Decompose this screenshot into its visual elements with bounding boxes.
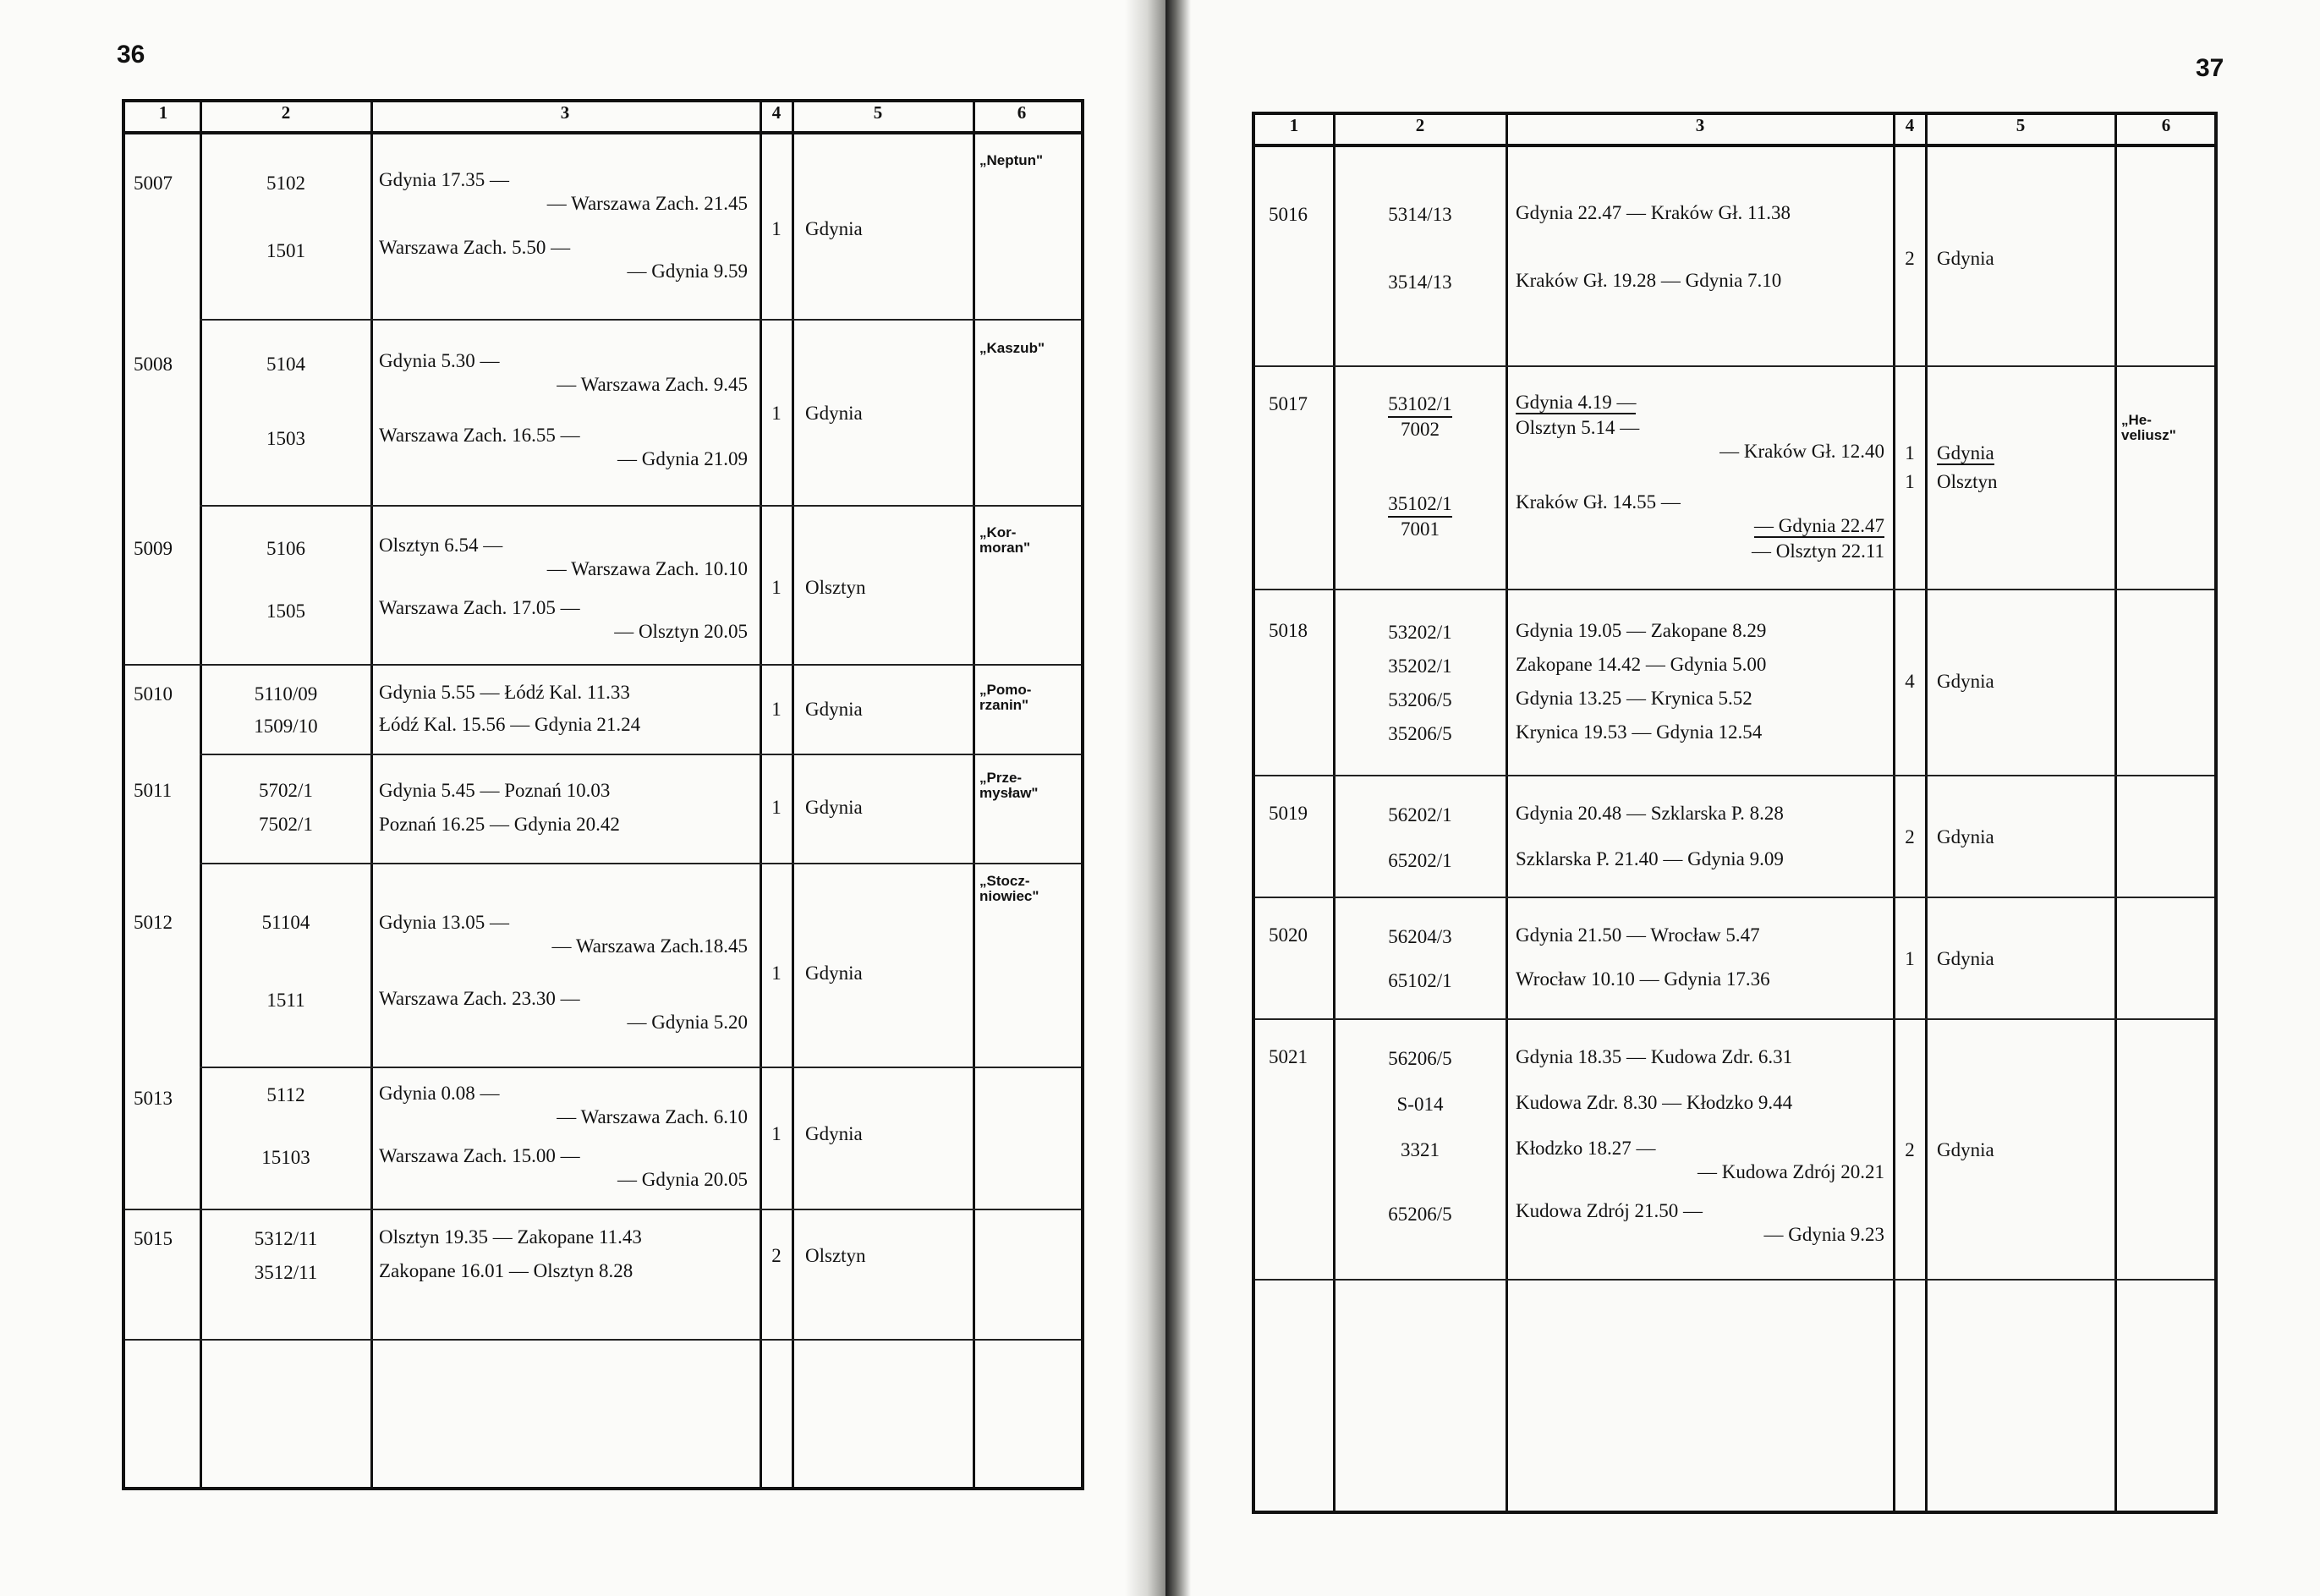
row-divider [200,505,1081,507]
route-line: Olsztyn 5.14 — [1516,417,1640,438]
col-header: 4 [771,102,782,123]
col-header: 1 [1289,115,1299,135]
route-line [1516,391,1636,414]
route-line: Warszawa Zach. 15.00 — [379,1145,580,1166]
row-divider [1255,775,2214,776]
route-line: Gdynia 13.25 — Krynica 5.52 [1516,688,1752,709]
train-name: „He- veliusz" [2121,412,2176,443]
column-divider [2114,115,2117,1511]
row-divider [125,1339,1081,1341]
route-line: — Gdynia 9.23 [1763,1224,1884,1245]
route-line: Warszawa Zach. 5.50 — [379,237,571,258]
row-divider [200,319,1081,321]
route-line: — Kraków Gł. 12.40 [1719,441,1884,462]
column-divider [760,102,762,1487]
train-id: 5015 [134,1228,173,1249]
route-line [1516,514,1884,538]
train-code: 65202/1 [1388,850,1452,871]
row-divider [200,863,1081,864]
station: Gdynia [1937,1139,1994,1160]
column-divider [792,102,794,1487]
car-count: 1 [771,699,782,720]
route-line: Wrocław 10.10 — Gdynia 17.36 [1516,968,1770,990]
train-id: 5020 [1269,924,1308,946]
station: Gdynia [805,797,863,818]
train-id: 5011 [134,780,173,801]
column-divider [370,102,373,1487]
train-code: 7002 [1401,419,1440,440]
column-divider [1893,115,1895,1511]
col-header: 6 [2161,115,2171,135]
car-count: 4 [1905,671,1915,692]
route-line-text: Gdynia 4.19 — [1516,392,1637,413]
train-code: 5312/11 [254,1228,318,1249]
train-code: 5110/09 [254,683,318,705]
route-line: — Warszawa Zach. 6.10 [557,1106,748,1127]
route-line: Warszawa Zach. 17.05 — [379,597,580,618]
timetable-left [122,99,1084,1490]
car-count: 2 [1905,1139,1915,1160]
route-line: — Gdynia 5.20 [627,1012,748,1033]
station: Gdynia [1937,826,1994,847]
route-line: Gdynia 5.30 — [379,350,500,371]
row-divider [125,1209,1081,1210]
train-code: 3321 [1401,1139,1440,1160]
table-header-left [125,102,1081,134]
car-count: 2 [1905,826,1915,847]
row-divider [200,1067,1081,1068]
route-line: — Gdynia 9.59 [627,261,748,282]
train-code: 3514/13 [1388,271,1452,293]
route-line: Warszawa Zach. 23.30 — [379,988,580,1009]
train-id: 5009 [134,538,173,559]
train-name: „Stocz- niowiec" [979,873,1039,904]
route-line: Gdynia 13.05 — [379,912,509,933]
col-header: 2 [281,102,291,123]
route-line: Poznań 16.25 — Gdynia 20.42 [379,814,620,835]
station [1937,442,1994,465]
train-code: 56204/3 [1388,926,1452,947]
route-line: Gdynia 18.35 — Kudowa Zdr. 6.31 [1516,1046,1793,1067]
train-code: 56202/1 [1388,804,1452,825]
train-code: 5314/13 [1388,204,1452,225]
train-id: 5008 [134,354,173,375]
train-code: 5102 [266,173,305,194]
train-id: 5010 [134,683,173,705]
car-count: 1 [771,1123,782,1144]
train-code: 53206/5 [1388,689,1452,710]
col-header: 1 [158,102,168,123]
train-id: 5012 [134,912,173,933]
col-header: 5 [873,102,883,123]
route-line: Kłodzko 18.27 — [1516,1138,1656,1159]
row-divider [125,664,1081,666]
train-id: 5021 [1269,1046,1308,1067]
route-line: — Gdynia 20.05 [617,1169,748,1190]
train-name: „Neptun" [979,152,1044,168]
car-count: 2 [771,1245,782,1266]
route-line: — Warszawa Zach. 9.45 [557,374,748,395]
train-id: 5019 [1269,803,1308,824]
col-header: 4 [1905,115,1915,135]
station-text: Gdynia [1937,442,1994,463]
car-count: 1 [771,963,782,984]
station: Gdynia [805,218,863,239]
route-line: Zakopane 16.01 — Olsztyn 8.28 [379,1260,633,1281]
route-line: Łódź Kal. 15.56 — Gdynia 21.24 [379,714,641,735]
train-code: 5106 [266,538,305,559]
train-code: 1505 [266,601,305,622]
route-line: Gdynia 5.55 — Łódź Kal. 11.33 [379,682,630,703]
train-code: 56206/5 [1388,1048,1452,1069]
route-line-text: — Gdynia 22.47 [1754,515,1884,536]
train-code: 1503 [266,428,305,449]
train-name: „Prze- mysław" [979,770,1039,801]
car-count: 1 [1905,948,1915,969]
row-divider [1255,1279,2214,1281]
route-line: Kraków Gł. 19.28 — Gdynia 7.10 [1516,270,1782,291]
station: Gdynia [1937,948,1994,969]
train-code: 5104 [266,354,305,375]
route-line: Kudowa Zdrój 21.50 — [1516,1200,1703,1221]
train-code: 1509/10 [254,716,318,737]
route-line: Szklarska P. 21.40 — Gdynia 9.09 [1516,848,1784,869]
page-number-left: 36 [117,41,145,69]
table-header-right [1255,115,2214,147]
train-name: „Kor- moran" [979,524,1031,556]
station: Gdynia [1937,248,1994,269]
route-line: — Gdynia 21.09 [617,448,748,469]
col-header: 3 [1695,115,1705,135]
train-code: 51104 [261,912,310,933]
train-code: 65206/5 [1388,1204,1452,1225]
route-line: Krynica 19.53 — Gdynia 12.54 [1516,721,1763,743]
train-id: 5013 [134,1088,173,1109]
train-code: 7502/1 [259,814,313,835]
route-line: Warszawa Zach. 16.55 — [379,425,580,446]
station: Gdynia [805,963,863,984]
station: Gdynia [805,1123,863,1144]
row-divider [200,754,1081,755]
train-code: 35202/1 [1388,655,1452,677]
right-page [1165,0,2320,1596]
train-id: 5017 [1269,393,1308,414]
station: Gdynia [1937,671,1994,692]
page-number-right: 37 [2196,54,2224,82]
station: Olsztyn [805,1245,866,1266]
column-divider [1925,115,1928,1511]
car-count: 1 [1905,471,1915,492]
train-code: 5112 [266,1084,305,1105]
route-line: Olsztyn 19.35 — Zakopane 11.43 [379,1226,642,1248]
column-divider [973,102,975,1487]
car-count: 1 [771,577,782,598]
station: Olsztyn [1937,471,1998,492]
train-code: 7001 [1401,518,1440,540]
row-divider [1255,589,2214,590]
route-line: Gdynia 22.47 — Kraków Gł. 11.38 [1516,202,1791,223]
route-line: — Olsztyn 20.05 [614,621,748,642]
route-line: Gdynia 20.48 — Szklarska P. 8.28 [1516,803,1784,824]
car-count: 1 [771,218,782,239]
code-numerator: 53102/1 [1388,392,1451,418]
car-count: 1 [771,797,782,818]
route-line: Kudowa Zdr. 8.30 — Kłodzko 9.44 [1516,1092,1793,1113]
col-header: 6 [1017,102,1027,123]
car-count: 1 [771,403,782,424]
train-code: 1511 [266,990,305,1011]
train-id: 5018 [1269,620,1308,641]
route-line: Gdynia 17.35 — [379,169,509,190]
route-line: Olsztyn 6.54 — [379,535,503,556]
route-line: — Olsztyn 22.11 [1752,540,1884,562]
route-line: — Warszawa Zach.18.45 [551,935,748,957]
col-header: 3 [560,102,570,123]
train-code: 1501 [266,240,305,261]
route-line: Gdynia 5.45 — Poznań 10.03 [379,780,611,801]
train-id: 5016 [1269,204,1308,225]
car-count: 2 [1905,248,1915,269]
train-name: „Pomo- rzanin" [979,682,1032,713]
train-id: 5007 [134,173,173,194]
station: Gdynia [805,403,863,424]
left-gutter-shadow [1125,0,1165,1596]
train-code [1333,492,1507,518]
train-code: 3512/11 [254,1262,318,1283]
right-gutter-shadow [1165,0,1191,1596]
route-line: Gdynia 19.05 — Zakopane 8.29 [1516,620,1767,641]
code-numerator: 35102/1 [1388,492,1451,518]
route-line: — Warszawa Zach. 21.45 [546,193,748,214]
car-count: 1 [1905,442,1915,463]
route-line: Kraków Gł. 14.55 — [1516,491,1681,513]
route-line: — Warszawa Zach. 10.10 [546,558,748,579]
train-code: 5702/1 [259,780,313,801]
route-line: Gdynia 21.50 — Wrocław 5.47 [1516,924,1760,946]
route-line: — Kudowa Zdrój 20.21 [1697,1161,1884,1182]
col-header: 5 [2016,115,2026,135]
train-code: 35206/5 [1388,723,1452,744]
row-divider [1255,365,2214,367]
train-name: „Kaszub" [979,340,1045,356]
row-divider [1255,897,2214,898]
train-code: S-014 [1396,1094,1444,1115]
station: Olsztyn [805,577,866,598]
route-line: Zakopane 14.42 — Gdynia 5.00 [1516,654,1767,675]
route-line: Gdynia 0.08 — [379,1083,500,1104]
train-code: 15103 [261,1147,310,1168]
row-divider [1255,1018,2214,1020]
train-code: 65102/1 [1388,970,1452,991]
col-header: 2 [1415,115,1425,135]
train-code [1333,392,1507,418]
station: Gdynia [805,699,863,720]
train-code: 53202/1 [1388,622,1452,643]
timetable-right [1252,112,2218,1514]
